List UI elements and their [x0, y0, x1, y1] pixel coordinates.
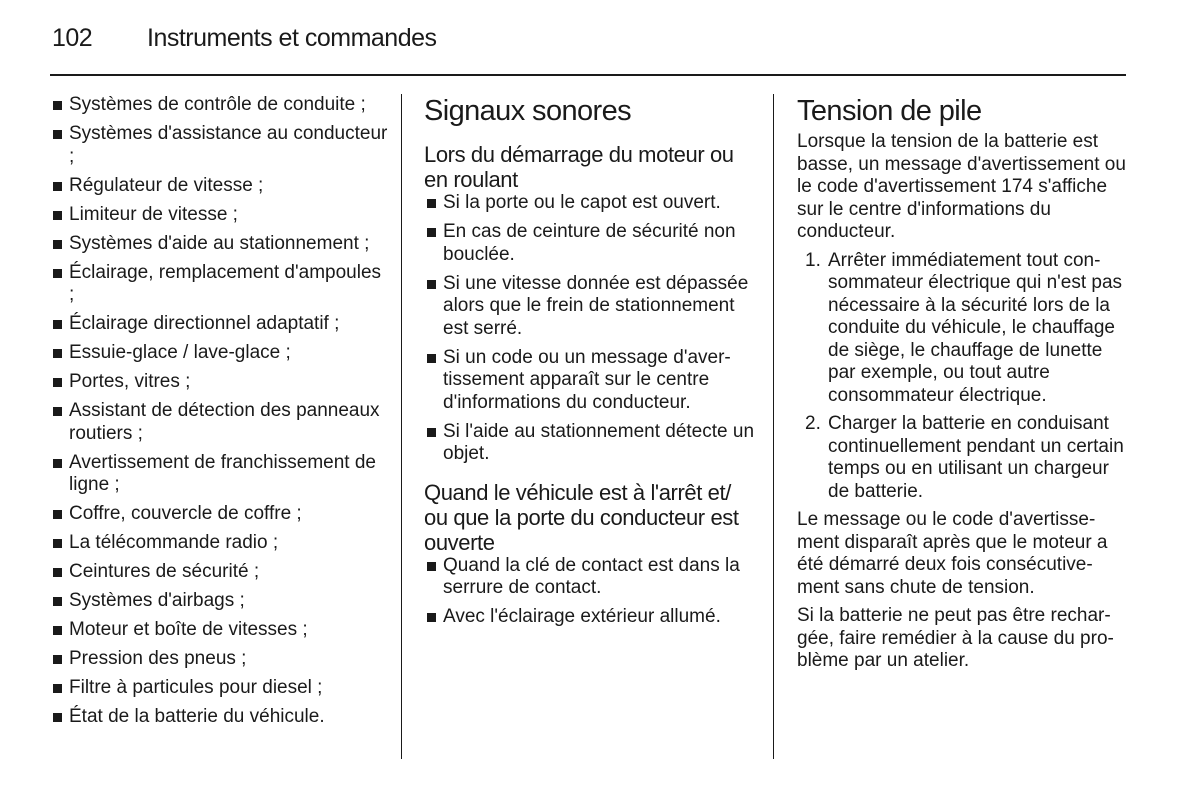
- step-item: [797, 413, 1127, 503]
- subsection-vehicle-stopped: [424, 480, 754, 629]
- column-battery-voltage: [797, 94, 1127, 679]
- list-item: Coffre, couvercle de coffre ;: [50, 503, 390, 526]
- list-item: Si l'aide au stationnement détecte un objet.: [424, 421, 754, 466]
- list-item: Éclairage, remplacement d'ampoules ;: [50, 262, 390, 307]
- subsection-heading: Lors du démarrage du moteur ou en roulant: [424, 142, 734, 192]
- bullet-square-icon: [427, 562, 436, 571]
- bullet-square-icon: [427, 613, 436, 622]
- list-item: Portes, vitres ;: [50, 371, 390, 394]
- page-header: [50, 22, 1126, 76]
- subsection-engine-start: [424, 142, 754, 466]
- bullet-square-icon: [53, 349, 62, 358]
- bullet-square-icon: [53, 101, 62, 110]
- list-item: En cas de ceinture de sécurité non bouclée.: [424, 221, 754, 266]
- bullet-square-icon: [53, 510, 62, 519]
- bullet-square-icon: [427, 354, 436, 363]
- list-item: La télécommande radio ;: [50, 532, 390, 555]
- list-item: Quand la clé de contact est dans la serrure de contact.: [424, 555, 754, 600]
- step-text: Arrêter immédiatement tout consommateur électrique qui n'est pas nécessaire à la sécurité lors de la conduite du véhicule, le chauffage de siège, le chauffage de lunette par exemple, ou tout autre consommateur électrique.: [828, 249, 1123, 406]
- list-item: État de la batterie du véhicule.: [50, 706, 390, 729]
- list-item: Essuie-glace / lave-glace ;: [50, 342, 390, 365]
- intro-paragraph: Lorsque la tension de la batterie est basse, un message d'avertissement ou le code d'avertissement 174 s'affiche sur le centre d'informations du conducteur.: [797, 131, 1126, 242]
- column-features-list: [50, 94, 390, 735]
- list-item: Si une vitesse donnée est dépassée alors que le frein de stationnement est serré.: [424, 273, 754, 341]
- bullet-square-icon: [53, 539, 62, 548]
- subsection-heading: Quand le véhicule est à l'arrêt et/ ou que la porte du conducteur est ouverte: [424, 479, 739, 555]
- list-item: Ceintures de sécurité ;: [50, 561, 390, 584]
- bullet-square-icon: [53, 130, 62, 139]
- section-title: Signaux sonores: [424, 95, 632, 127]
- bullet-square-icon: [427, 280, 436, 289]
- bullet-square-icon: [53, 713, 62, 722]
- step-number: 1.: [805, 249, 821, 271]
- bullet-square-icon: [53, 568, 62, 577]
- list-item: Régulateur de vitesse ;: [50, 175, 390, 198]
- list-item: Systèmes d'airbags ;: [50, 590, 390, 613]
- bullet-square-icon: [53, 211, 62, 220]
- list-item: Avec l'éclairage extérieur allumé.: [424, 606, 754, 629]
- page-number: 102: [52, 24, 93, 52]
- list-item: Systèmes d'assistance au conducteur ;: [50, 123, 390, 168]
- header-rule: [50, 74, 1126, 76]
- column-audible-signals: [424, 94, 754, 643]
- step-item: [797, 250, 1127, 408]
- list-item: Pression des pneus ;: [50, 648, 390, 671]
- list-item: Éclairage directionnel adaptatif ;: [50, 313, 390, 336]
- bullet-square-icon: [53, 269, 62, 278]
- steps-list: [797, 250, 1127, 504]
- section-title: Tension de pile: [797, 95, 982, 127]
- column-divider: [773, 94, 774, 759]
- list-item: Systèmes d'aide au stationnement ;: [50, 233, 390, 256]
- list-item: Moteur et boîte de vitesses ;: [50, 619, 390, 642]
- bullet-square-icon: [53, 240, 62, 249]
- column-divider: [401, 94, 402, 759]
- signal-list: [424, 192, 754, 466]
- list-item: Si la porte ou le capot est ouvert.: [424, 192, 754, 215]
- signal-list: [424, 555, 754, 629]
- paragraph: Si la batterie ne peut pas être rechargée, faire remédier à la cause du problème par un atelier.: [797, 605, 1114, 671]
- feature-list: [50, 94, 390, 729]
- paragraph: Le message ou le code d'avertissement disparaît après que le moteur a été démarré deux fois consécutivement sans chute de tension.: [797, 509, 1108, 598]
- bullet-square-icon: [427, 199, 436, 208]
- bullet-square-icon: [53, 182, 62, 191]
- list-item: Avertissement de franchissement de ligne ;: [50, 452, 390, 497]
- list-item: Systèmes de contrôle de conduite ;: [50, 94, 390, 117]
- bullet-square-icon: [53, 655, 62, 664]
- page-title: Instruments et commandes: [147, 24, 437, 52]
- list-item: Limiteur de vitesse ;: [50, 204, 390, 227]
- list-item: Filtre à particules pour diesel ;: [50, 677, 390, 700]
- step-number: 2.: [805, 413, 821, 434]
- bullet-square-icon: [53, 407, 62, 416]
- list-item: Assistant de détection des panneaux routiers ;: [50, 400, 390, 445]
- bullet-square-icon: [427, 228, 436, 237]
- bullet-square-icon: [53, 320, 62, 329]
- bullet-square-icon: [53, 626, 62, 635]
- bullet-square-icon: [53, 378, 62, 387]
- step-text: Charger la batterie en conduisant continuellement pendant un certain temps ou en utilisant un chargeur de batterie.: [828, 413, 1124, 502]
- bullet-square-icon: [427, 428, 436, 437]
- list-item: Si un code ou un message d'avertissement apparaît sur le centre d'informations du conducteur.: [424, 347, 754, 415]
- bullet-square-icon: [53, 597, 62, 606]
- bullet-square-icon: [53, 684, 62, 693]
- bullet-square-icon: [53, 459, 62, 468]
